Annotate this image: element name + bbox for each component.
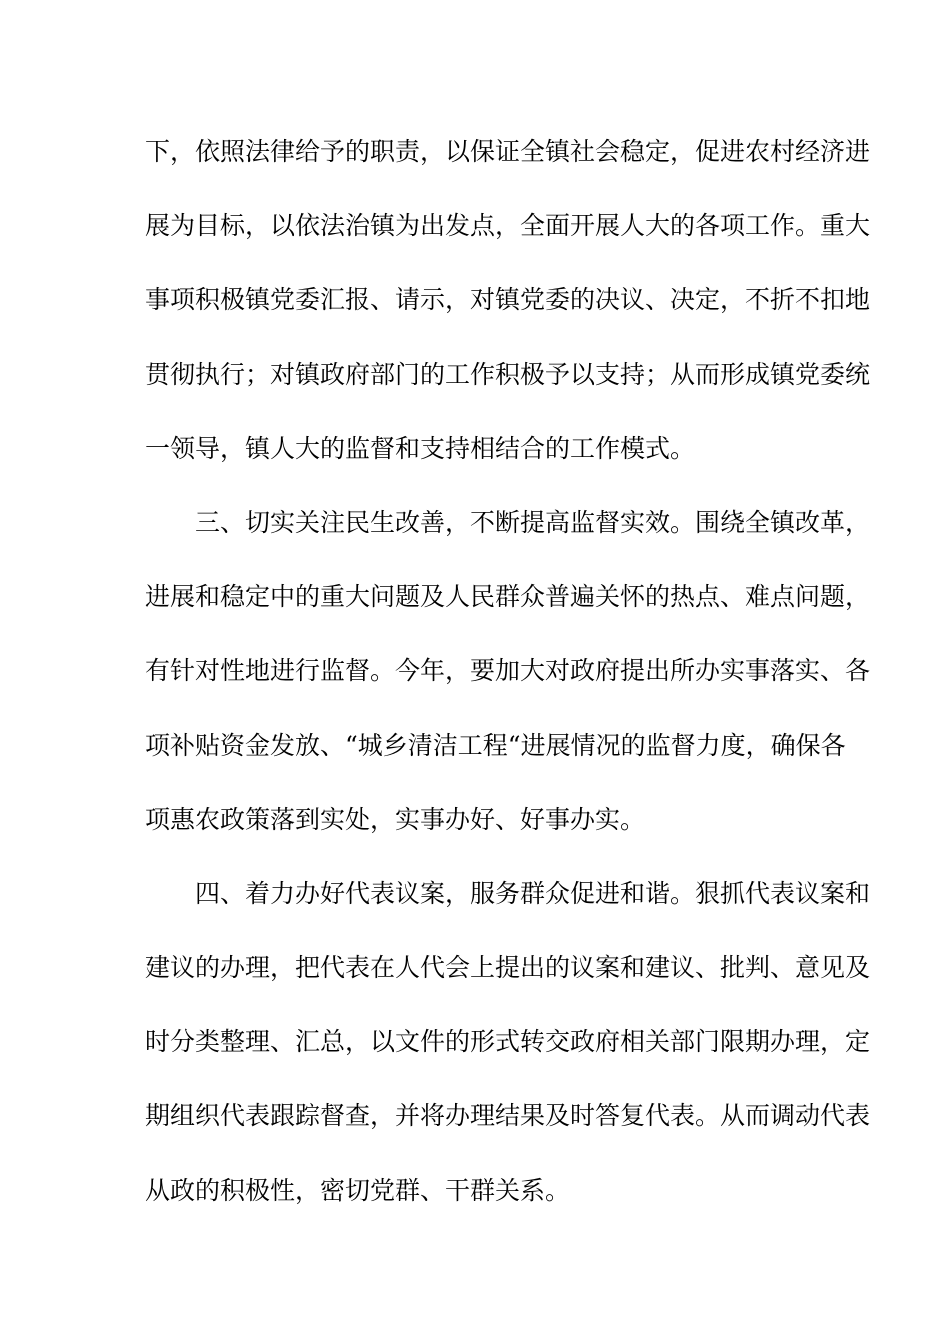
text-line: 从政的积极性，密切党群、干群关系。 — [145, 1175, 571, 1205]
text-line: 项惠农政策落到实处，实事办好、好事办实。 — [145, 804, 646, 834]
text-line: 展为目标，以依法治镇为出发点，全面开展人大的各项工作。重大 — [145, 211, 871, 241]
text-line: 贯彻执行；对镇政府部门的工作积极予以支持；从而形成镇党委统 — [145, 359, 871, 389]
text-line: 进展和稳定中的重大问题及人民群众普遍关怀的热点、难点问题， — [145, 582, 871, 612]
text-line: 建议的办理，把代表在人代会上提出的议案和建议、批判、意见及 — [145, 953, 871, 983]
text-line: 期组织代表跟踪督查，并将办理结果及时答复代表。从而调动代表 — [145, 1101, 871, 1131]
text-line: 时分类整理、汇总，以文件的形式转交政府相关部门限期办理，定 — [145, 1027, 871, 1057]
text-line: 事项积极镇党委汇报、请示，对镇党委的决议、决定，不折不扣地 — [145, 285, 871, 315]
text-line: 有针对性地进行监督。今年，要加大对政府提出所办实事落实、各 — [145, 656, 871, 686]
paragraph-heading-line: 四、着力办好代表议案，服务群众促进和谐。狠抓代表议案和 — [195, 878, 871, 908]
document-body — [145, 130, 871, 1243]
text-line: 项补贴资金发放、“城乡清洁工程“进展情况的监督力度，确保各 — [145, 730, 846, 760]
text-line: 下，依照法律给予的职责，以保证全镇社会稳定，促进农村经济进 — [145, 137, 871, 166]
text-line: 一领导，镇人大的监督和支持相结合的工作模式。 — [145, 433, 696, 463]
paragraph-heading-line: 三、切实关注民生改善，不断提高监督实效。围绕全镇改革， — [195, 507, 871, 537]
